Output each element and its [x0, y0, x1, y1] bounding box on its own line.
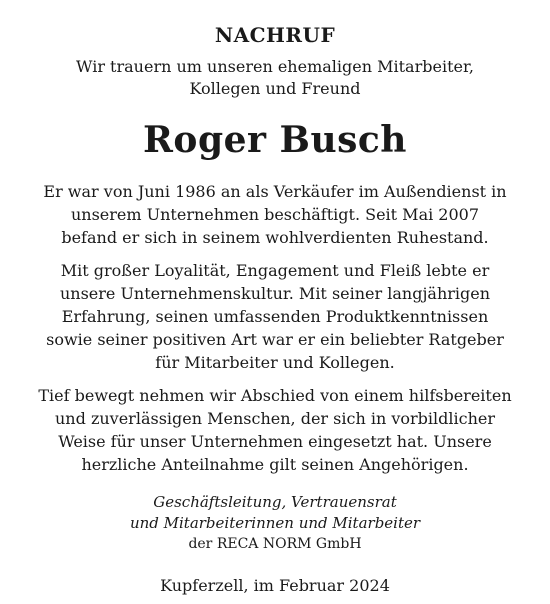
paragraph-line: Weise für unser Unternehmen eingesetzt hat. Unsere [58, 432, 492, 451]
notice-heading: NACHRUF [214, 23, 336, 47]
deceased-name: Roger Busch [143, 119, 407, 161]
intro-line: Kollegen und Freund [189, 79, 361, 98]
company-name: der RECA NORM GmbH [188, 536, 362, 552]
signature-line: Geschäftsleitung, Vertrauensrat [153, 493, 397, 511]
intro-line: Wir trauern um unseren ehemaligen Mitarbeiter, [76, 57, 474, 76]
paragraph-line: Erfahrung, seinen umfassenden Produktkenntnissen [61, 307, 489, 326]
signature-block [0, 492, 550, 555]
paragraph-line: Mit großer Loyalität, Engagement und Fleiß lebte er [60, 261, 490, 280]
paragraph-line: unsere Unternehmenskultur. Mit seiner langjährigen [59, 284, 491, 303]
paragraph-line: sowie seiner positiven Art war er ein beliebter Ratgeber [46, 330, 504, 349]
signature-line: und Mitarbeiterinnen und Mitarbeiter [129, 514, 421, 532]
paragraph-line: herzliche Anteilnahme gilt seinen Angehörigen. [81, 455, 469, 474]
intro-text [0, 56, 550, 100]
paragraph-line: unserem Unternehmen beschäftigt. Seit Mai 2007 [70, 205, 480, 224]
paragraph-tribute [10, 259, 540, 374]
paragraph-career [10, 180, 540, 249]
paragraph-line: Tief bewegt nehmen wir Abschied von einem hilfsbereiten [38, 386, 512, 405]
paragraph-line: und zuverlässigen Menschen, der sich in vorbildlicher [55, 409, 495, 428]
paragraph-farewell [10, 384, 540, 476]
place-and-date: Kupferzell, im Februar 2024 [160, 576, 390, 595]
paragraph-line: Er war von Juni 1986 an als Verkäufer im Außendienst in [43, 182, 507, 201]
paragraph-line: befand er sich in seinem wohlverdienten Ruhestand. [61, 228, 489, 247]
paragraph-line: für Mitarbeiter und Kollegen. [155, 353, 395, 372]
